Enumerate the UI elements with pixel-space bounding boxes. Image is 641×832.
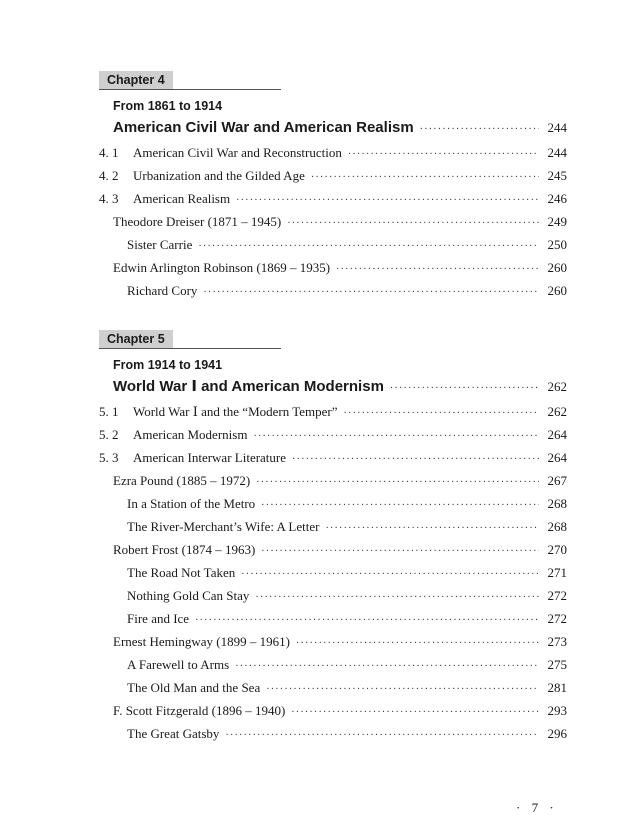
leader-dots [198, 235, 539, 258]
toc-author-entry[interactable] [113, 538, 567, 561]
leader-dots [256, 471, 539, 494]
chapter-rule [99, 89, 281, 90]
toc-page: 264 [547, 427, 567, 442]
toc-title: American Realism [133, 191, 231, 206]
toc-page: 270 [547, 542, 567, 557]
toc-page: 296 [547, 726, 567, 741]
toc-author-entry[interactable] [113, 630, 567, 653]
leader-dots [287, 212, 539, 235]
toc-author-entry[interactable] [113, 210, 567, 233]
chapter-rule [99, 348, 281, 349]
leader-dots [296, 632, 539, 655]
toc-title: Robert Frost (1874 – 1963) [113, 542, 256, 557]
leader-dots [266, 678, 539, 701]
toc-page: 260 [547, 283, 567, 298]
toc-work-entry[interactable] [127, 722, 567, 745]
toc-author-entry[interactable] [113, 256, 567, 279]
toc-page: 272 [547, 611, 567, 626]
toc-title: Sister Carrie [127, 237, 193, 252]
toc-page: 264 [547, 450, 567, 465]
toc-page: 262 [547, 404, 567, 419]
toc-author-entry[interactable] [113, 699, 567, 722]
leader-dots [255, 586, 539, 609]
toc-title: Richard Cory [127, 283, 198, 298]
toc-main-entry[interactable] [113, 115, 567, 141]
chapter-label: Chapter 5 [99, 330, 173, 348]
chapter-label: Chapter 4 [99, 71, 173, 89]
section-number: 4. 1 [99, 145, 119, 160]
toc-page: 271 [547, 565, 567, 580]
toc-work-entry[interactable] [127, 584, 567, 607]
toc-title: Theodore Dreiser (1871 – 1945) [113, 214, 282, 229]
section-number: 4. 2 [99, 168, 119, 183]
toc-page: 281 [547, 680, 567, 695]
leader-dots [291, 701, 539, 724]
toc-title: American Civil War and Reconstruction [133, 145, 342, 160]
section-number: 4. 3 [99, 191, 119, 206]
toc-title: Urbanization and the Gilded Age [133, 168, 305, 183]
toc-page: 267 [547, 473, 567, 488]
toc-title: Ezra Pound (1885 – 1972) [113, 473, 251, 488]
chapter-period: From 1914 to 1941 [113, 358, 223, 372]
toc-page: 250 [547, 237, 567, 252]
chapter-period: From 1861 to 1914 [113, 99, 223, 113]
toc-page: 275 [547, 657, 567, 672]
toc-page: 272 [547, 588, 567, 603]
leader-dots [236, 189, 539, 212]
leader-dots [225, 724, 539, 747]
toc-title: In a Station of the Metro [127, 496, 256, 511]
toc-title: Fire and Ice [127, 611, 190, 626]
toc-title: The Great Gatsby [127, 726, 220, 741]
leader-dots [336, 258, 539, 281]
page-number: · 7 · [516, 800, 558, 815]
leader-dots [390, 376, 539, 402]
toc-title: World War Ⅰ and American Modernism [113, 378, 384, 395]
toc-work-entry[interactable] [127, 233, 567, 256]
toc-work-entry[interactable] [127, 676, 567, 699]
leader-dots [195, 609, 539, 632]
toc-title: F. Scott Fitzgerald (1896 – 1940) [113, 703, 286, 718]
toc-entry[interactable] [99, 400, 567, 423]
toc-title: Ernest Hemingway (1899 – 1961) [113, 634, 290, 649]
toc-page: 268 [547, 496, 567, 511]
chapter-4-section [99, 71, 567, 302]
leader-dots [203, 281, 539, 304]
toc-page: 273 [547, 634, 567, 649]
toc-page: 262 [547, 379, 567, 394]
section-number: 5. 3 [99, 450, 119, 465]
toc-page: 244 [547, 145, 567, 160]
leader-dots [261, 540, 539, 563]
toc-title: American Modernism [133, 427, 248, 442]
toc-title: World War Ⅰ and the “Modern Temper” [133, 404, 338, 419]
toc-entry[interactable] [99, 187, 567, 210]
toc-page: 260 [547, 260, 567, 275]
toc-title: Nothing Gold Can Stay [127, 588, 250, 603]
toc-page: 293 [547, 703, 567, 718]
leader-dots [325, 517, 539, 540]
toc-page: 245 [547, 168, 567, 183]
toc-title: The Road Not Taken [127, 565, 236, 580]
toc-work-entry[interactable] [127, 515, 567, 538]
toc-entry[interactable] [99, 423, 567, 446]
leader-dots [311, 166, 539, 189]
leader-dots [292, 448, 539, 471]
toc-work-entry[interactable] [127, 279, 567, 302]
toc-title: A Farewell to Arms [127, 657, 230, 672]
toc-title: Edwin Arlington Robinson (1869 – 1935) [113, 260, 331, 275]
chapter-5-section [99, 330, 567, 745]
section-number: 5. 2 [99, 427, 119, 442]
toc-entry[interactable] [99, 141, 567, 164]
section-number: 5. 1 [99, 404, 119, 419]
toc-entry[interactable] [99, 164, 567, 187]
leader-dots [348, 143, 539, 166]
toc-work-entry[interactable] [127, 653, 567, 676]
toc-title: The River-Merchant’s Wife: A Letter [127, 519, 320, 534]
leader-dots [344, 402, 539, 425]
toc-page: 244 [547, 120, 567, 135]
leader-dots [420, 117, 539, 143]
toc-author-entry[interactable] [113, 469, 567, 492]
toc-work-entry[interactable] [127, 607, 567, 630]
toc-main-entry[interactable] [113, 374, 567, 400]
toc-title: American Civil War and American Realism [113, 119, 414, 136]
leader-dots [253, 425, 539, 448]
toc-work-entry[interactable] [127, 561, 567, 584]
toc-page: 249 [547, 214, 567, 229]
leader-dots [235, 655, 539, 678]
toc-title: The Old Man and the Sea [127, 680, 261, 695]
leader-dots [261, 494, 539, 517]
toc-page: 268 [547, 519, 567, 534]
toc-work-entry[interactable] [127, 492, 567, 515]
toc-entry[interactable] [99, 446, 567, 469]
leader-dots [241, 563, 539, 586]
toc-title: American Interwar Literature [133, 450, 287, 465]
toc-page: 246 [547, 191, 567, 206]
